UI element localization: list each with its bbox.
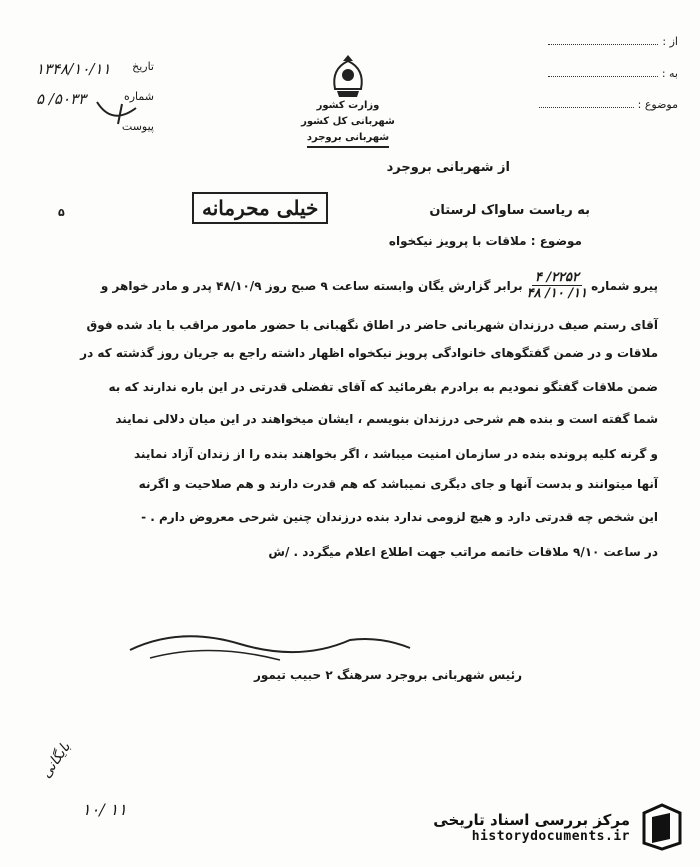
- ministry-line-2: شهربانی کل کشور: [301, 116, 395, 127]
- from-label: از :: [662, 35, 678, 48]
- body-line-6: و گرنه کلیه پرونده بنده در سازمان امنیت میباشد ، اگر بخواهند بنده را از زندان آزاد نمایند: [133, 447, 658, 461]
- body-line-1: [38, 270, 658, 301]
- letter-subject: موضوع : ملاقات با پرویز نیکخواه: [388, 234, 582, 248]
- body-line-3: ملاقات و در ضمن گفتگوهای خانوادگی پرویز نیکخواه اظهار داشته راجع به جریان روز گذشته که در: [80, 346, 658, 360]
- subject-field: [539, 97, 678, 111]
- to-field: [548, 66, 678, 80]
- body-line-1-text: برابر گزارش یگان وابسته ساعت ۹ صبح روز ۴۸/۱۰/۹ پدر و مادر خواهر و: [100, 278, 523, 293]
- letter-from: از شهربانی بروجرد: [386, 160, 510, 175]
- reference-top: ۲۲۵۲/ ۴: [532, 270, 582, 286]
- attachment-label: پیوست: [121, 120, 154, 133]
- archive-logo-icon: [640, 803, 684, 851]
- number-value: ۵۰۳۳/ ۵: [36, 90, 87, 108]
- number-label: شماره: [123, 90, 154, 103]
- body-line-7: آنها میتوانند و بدست آنها و جای دیگری نمیباشد که هم قدرت دارند و هم صلاحیت و اگرنه: [138, 477, 658, 491]
- date-value: ۱۳۴۸/۱۰/۱۱: [36, 60, 111, 78]
- signature-line: رئیس شهربانی بروجرد سرهنگ ۲ حبیب تیمور: [253, 668, 522, 682]
- letter-to: به ریاست ساواک لرستان: [429, 203, 590, 218]
- body-line-4: ضمن ملاقات گفتگو نمودیم به برادرم بفرمائید که آقای تفضلی قدرتی در این باره ندارند که به: [108, 380, 658, 394]
- ministry-line-3: شهربانی بروجرد: [307, 130, 389, 148]
- date-field: [36, 60, 154, 78]
- handwritten-archive-note: بایگانی: [38, 739, 74, 782]
- classification-stamp: خیلی محرمانه: [192, 192, 328, 224]
- body-line-2: آقای رستم صیف درزندان شهربانی حاضر در اطاق نگهبانی با حضور مامور مراقب با یاد شده فوق: [86, 318, 658, 332]
- body-line-5: شما گفته است و بنده هم شرحی درزندان بنویسم ، ایشان میخواهند در این میان دلالی نمایند: [115, 412, 658, 426]
- ministry-header: [290, 98, 406, 148]
- to-label: به :: [661, 67, 678, 80]
- ministry-line-1: وزارت کشور: [316, 100, 380, 111]
- margin-mark: ۵: [58, 206, 65, 219]
- handwritten-date: ۱۰/ ۱۱: [82, 800, 127, 819]
- handwritten-mark: [92, 98, 142, 128]
- watermark: [433, 803, 684, 851]
- from-field: [548, 34, 678, 48]
- watermark-url: historydocuments.ir: [471, 828, 630, 844]
- reference-bottom: ۱۱/ ۱۰/ ۴۸: [526, 286, 588, 301]
- date-label: تاریخ: [132, 60, 154, 73]
- body-line-9: در ساعت ۹/۱۰ ملاقات خاتمه مراتب جهت اطلاع اعلام میگردد . /ش: [268, 545, 658, 559]
- watermark-name: مرکز بررسی اسناد تاریخی: [433, 810, 630, 829]
- body-line-8: این شخص چه قدرتی دارد و هیچ لزومی ندارد بنده درزندان چنین شرحی معروض دارم . -: [141, 510, 658, 524]
- lion-sun-emblem-icon: [327, 55, 369, 99]
- reference-prefix: پیرو شماره: [591, 278, 658, 293]
- signature-scribble: [120, 630, 420, 670]
- subject-label: موضوع :: [637, 98, 678, 111]
- reference-number: [527, 270, 587, 301]
